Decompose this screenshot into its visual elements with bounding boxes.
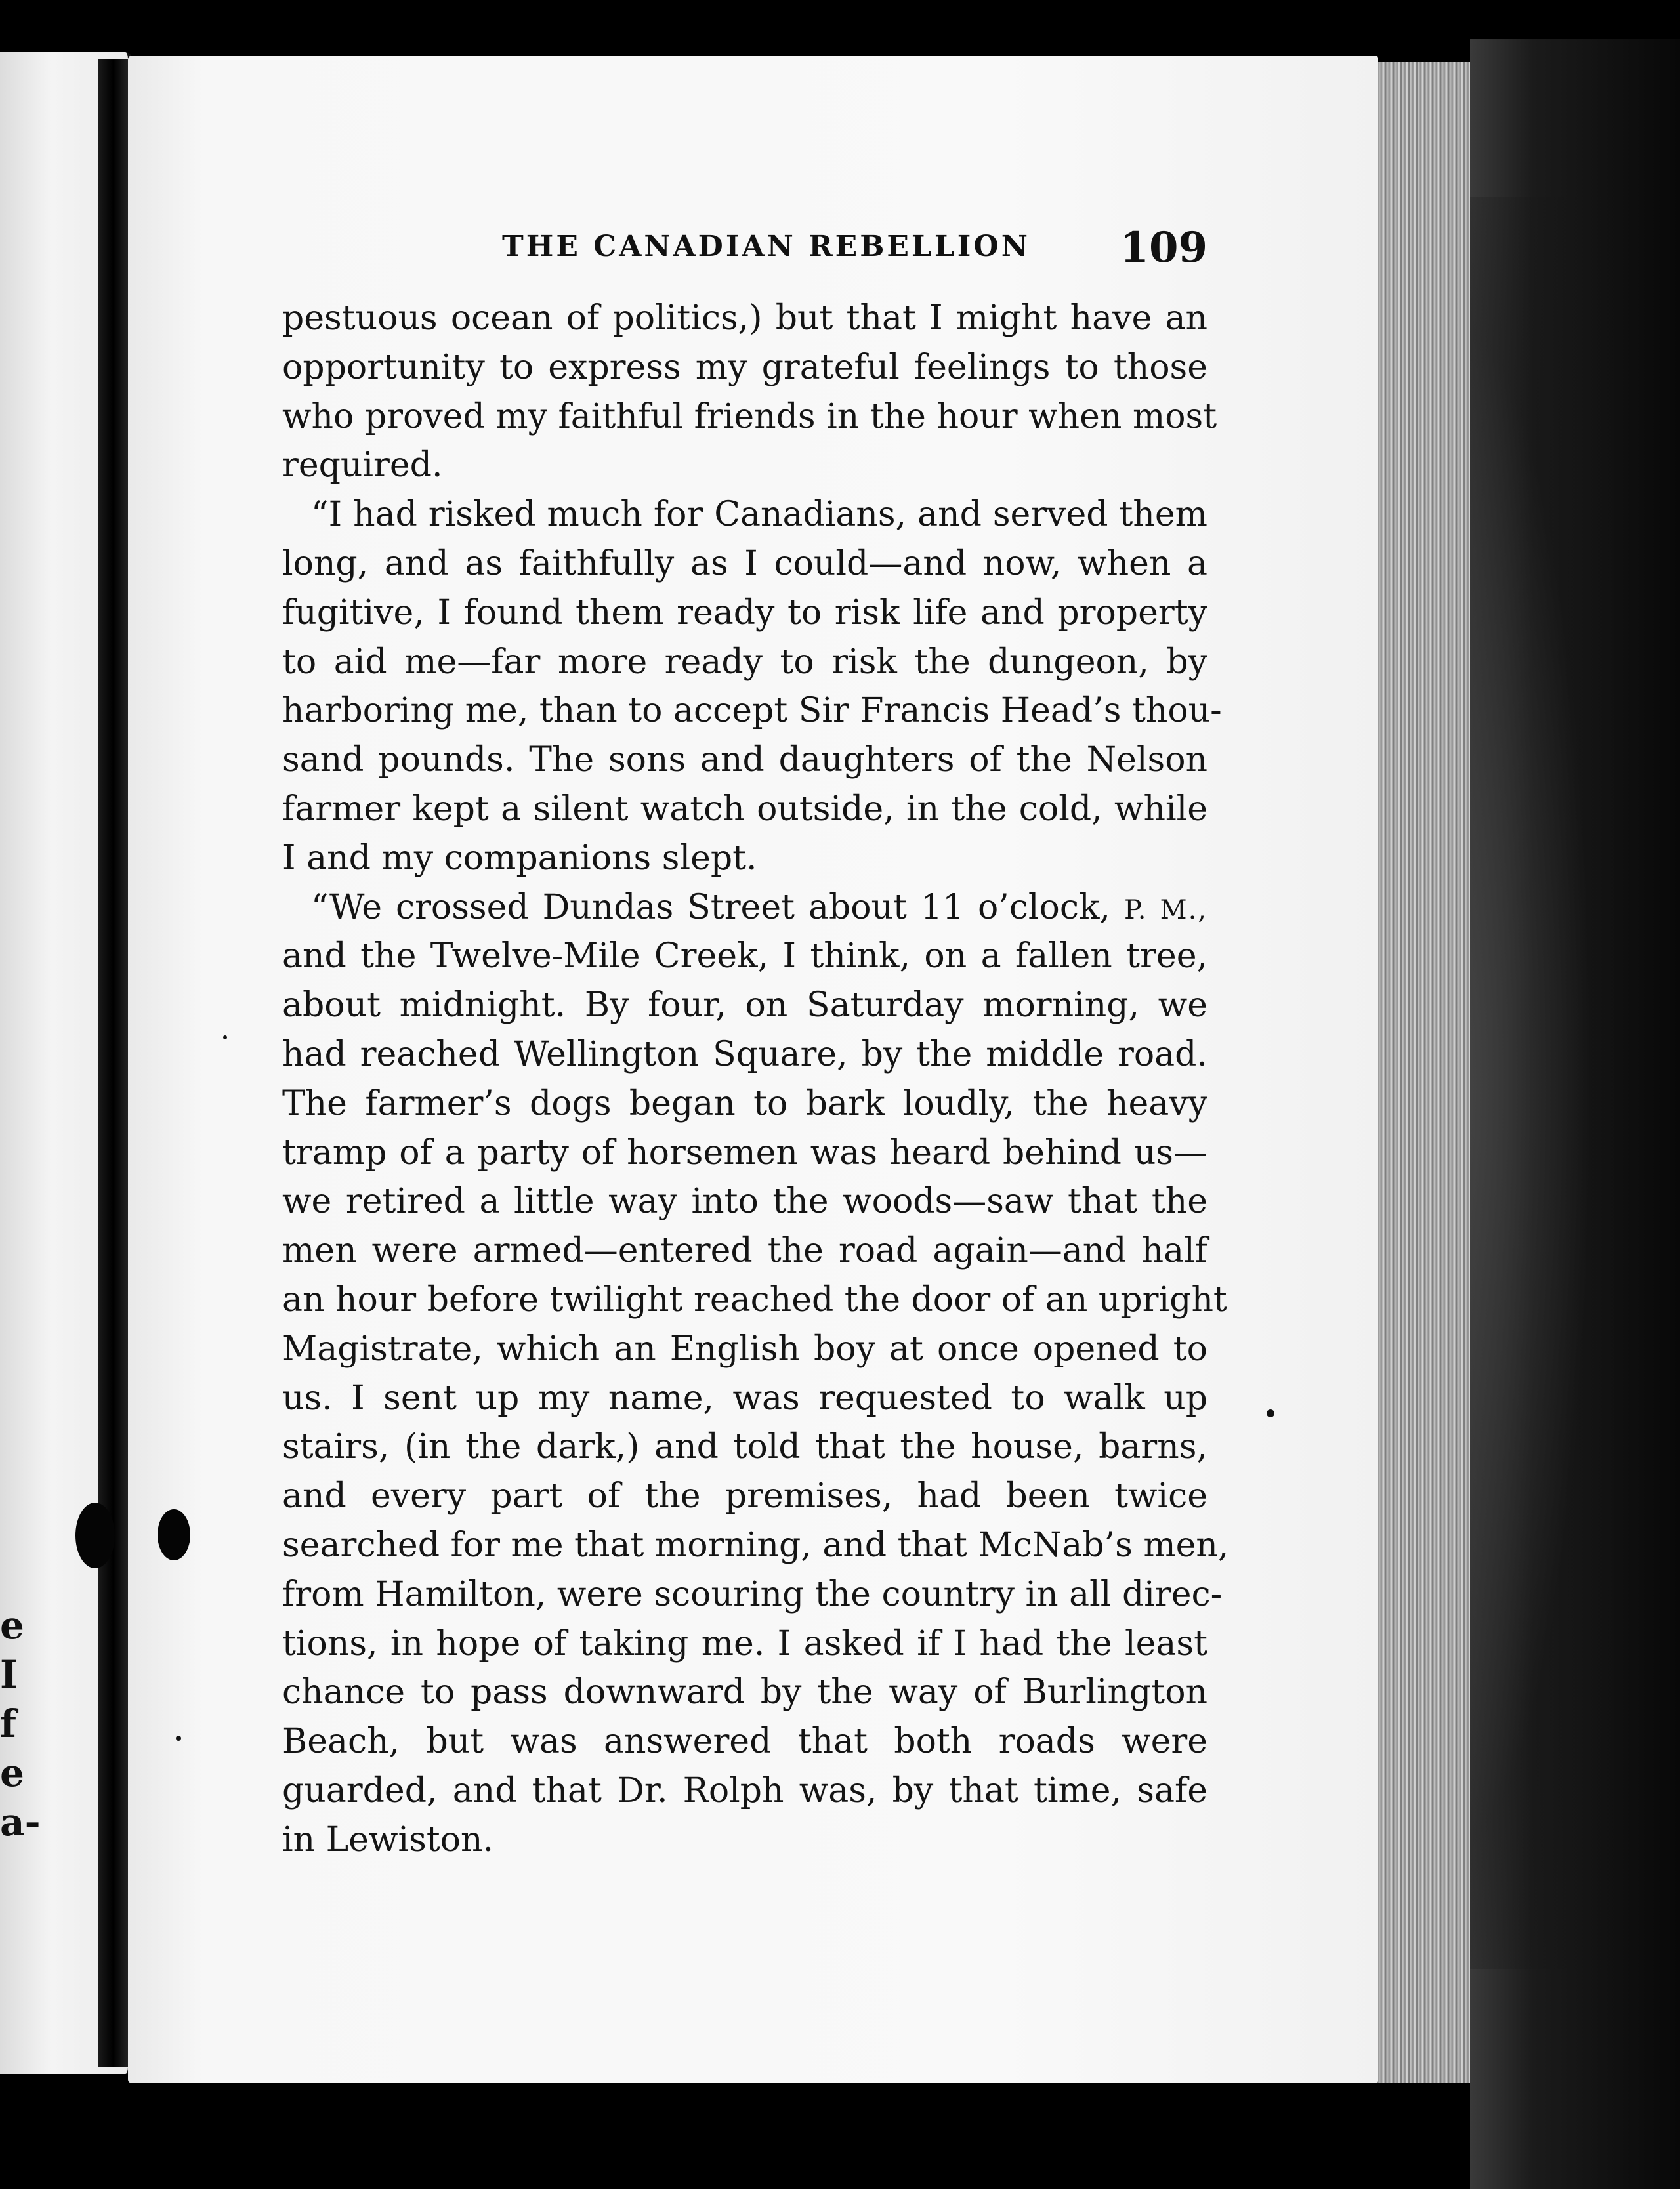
text-line: searched for me that morning, and that McNab’s men, bbox=[282, 1525, 1229, 1565]
text-line: had reached Wellington Square, by the middle road. bbox=[282, 1034, 1208, 1074]
ink-speck bbox=[1267, 1409, 1274, 1417]
text-line: long, and as faithfully as I could—and now, when a bbox=[282, 543, 1208, 583]
binding-gutter bbox=[98, 59, 128, 2067]
text-line: farmer kept a silent watch outside, in the cold, while bbox=[282, 789, 1208, 829]
text-line: and the Twelve-Mile Creek, I think, on a fallen tree, bbox=[282, 936, 1208, 976]
punch-hole bbox=[75, 1503, 115, 1568]
text-line: who proved my faithful friends in the hour when most bbox=[282, 396, 1217, 436]
text-line: tions, in hope of taking me. I asked if I had the least bbox=[282, 1623, 1208, 1663]
ink-speck bbox=[223, 1035, 227, 1039]
page-edges bbox=[1372, 62, 1470, 2083]
page-header bbox=[282, 223, 1208, 276]
text-line: in Lewiston. bbox=[282, 1820, 494, 1860]
text-line: men were armed—entered the road again—and half bbox=[282, 1231, 1208, 1271]
left-fragment: a- bbox=[0, 1800, 41, 1845]
text-line: Beach, but was answered that both roads were bbox=[282, 1722, 1208, 1762]
text-line: tramp of a party of horsemen was heard behind us— bbox=[282, 1133, 1208, 1173]
running-head: THE CANADIAN REBELLION bbox=[502, 230, 1030, 263]
text-line: us. I sent up my name, was requested to walk up bbox=[282, 1378, 1208, 1418]
body-text bbox=[282, 294, 1229, 1865]
text-line: chance to pass downward by the way of Burlington bbox=[282, 1673, 1208, 1713]
punch-hole bbox=[158, 1509, 190, 1560]
text-line: about midnight. By four, on Saturday morning, we bbox=[282, 986, 1208, 1026]
text-line bbox=[282, 883, 1208, 932]
small-caps-pm: P. M., bbox=[1124, 894, 1208, 925]
text-line: stairs, (in the dark,) and told that the house, barns, bbox=[282, 1427, 1208, 1467]
text-line: required. bbox=[282, 446, 443, 486]
text-line: harboring me, than to accept Sir Francis Head’s thou- bbox=[282, 691, 1222, 731]
text-line: from Hamilton, were scouring the country in all direc- bbox=[282, 1574, 1223, 1614]
page-number: 109 bbox=[1120, 223, 1208, 272]
text-line: and every part of the premises, had been twice bbox=[282, 1476, 1208, 1516]
text-line: fugitive, I found them ready to risk life and property bbox=[282, 593, 1208, 633]
text-line: an hour before twilight reached the door of an upright bbox=[282, 1280, 1227, 1320]
left-fragment: I bbox=[0, 1652, 18, 1697]
text-segment: “We crossed Dundas Street about 11 o’clock, bbox=[311, 887, 1111, 927]
text-line: sand pounds. The sons and daughters of the Nelson bbox=[282, 740, 1208, 780]
text-line: guarded, and that Dr. Rolph was, by that time, safe bbox=[282, 1770, 1208, 1810]
text-line: we retired a little way into the woods—saw that the bbox=[282, 1182, 1208, 1222]
text-line: I and my companions slept. bbox=[282, 838, 757, 878]
text-line: Magistrate, which an English boy at once opened to bbox=[282, 1329, 1208, 1369]
ink-speck bbox=[176, 1736, 181, 1741]
left-fragment: f bbox=[0, 1701, 16, 1746]
left-fragment: e bbox=[0, 1603, 24, 1648]
text-line: The farmer’s dogs began to bark loudly, the heavy bbox=[282, 1083, 1208, 1123]
left-fragment: e bbox=[0, 1751, 24, 1795]
left-page-text-fragments bbox=[0, 1601, 41, 1847]
text-line: “I had risked much for Canadians, and served them bbox=[311, 495, 1208, 535]
text-line: pestuous ocean of politics,) but that I might have an bbox=[282, 299, 1208, 338]
text-line: opportunity to express my grateful feelings to those bbox=[282, 347, 1208, 387]
text-line: to aid me—far more ready to risk the dungeon, by bbox=[282, 642, 1208, 682]
